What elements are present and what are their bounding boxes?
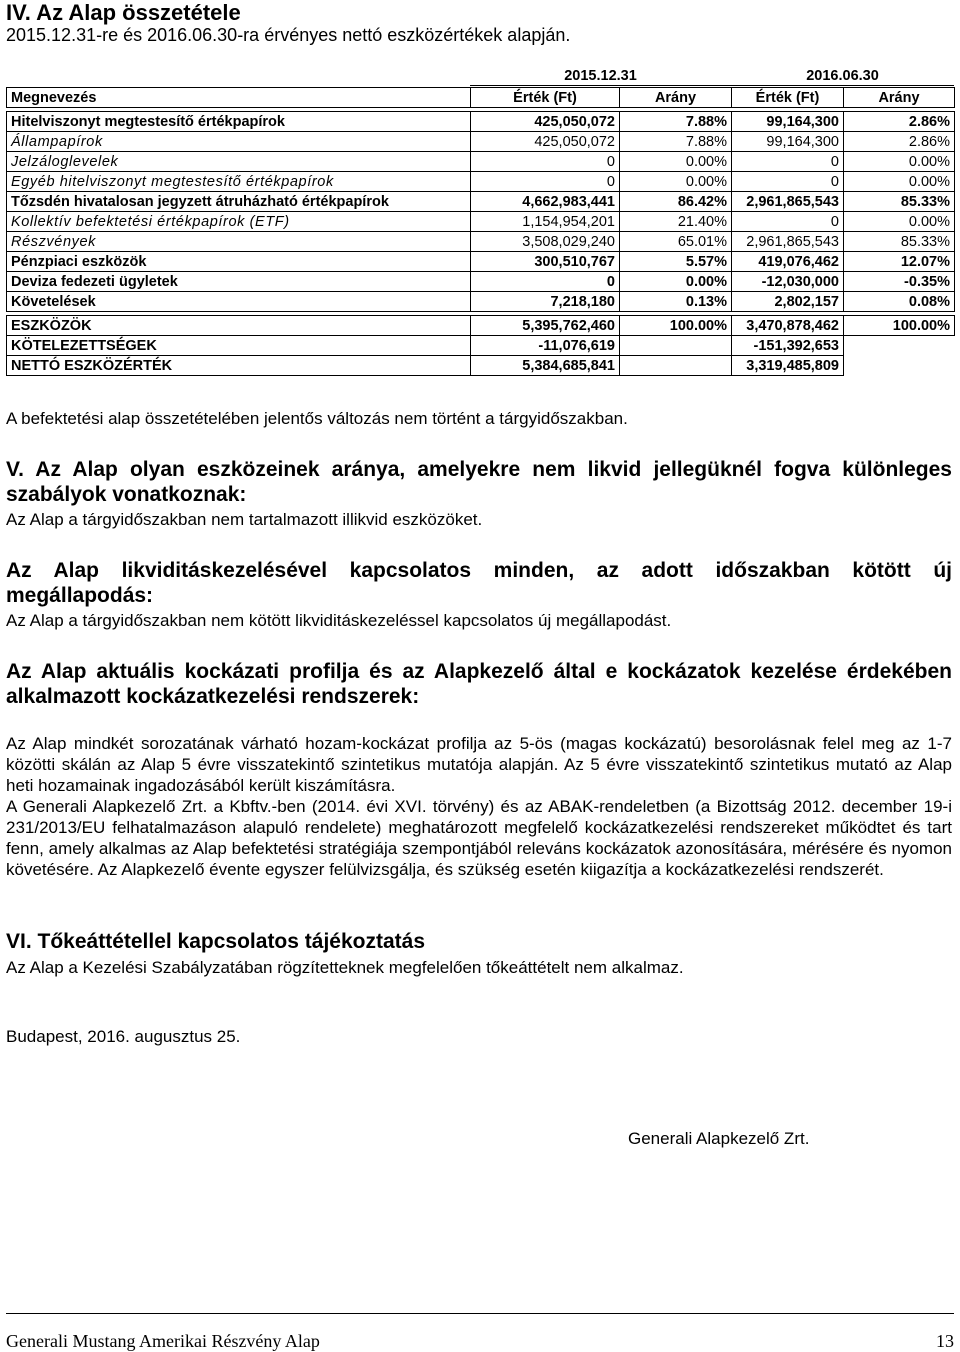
col-ratio2-header: Arány	[844, 88, 955, 108]
risk-paragraph-2: A Generali Alapkezelő Zrt. a Kbftv.-ben (2014. évi XVI. törvény) és az ABAK-rendeletben (a Bizottság 2012. december 19-i 231/2013/EU felhatalmazáson alapuló rendelete) meghatározott megfelelő kockázatkezelési rendszereket működtet és tart fenn, amely alkalmas az Alap befektetési stratégiája szempontjából releváns kockázatok azonosítására, mérésére és nyomon követésére. Az Alapkezelő évente egyszer felülvizsgálja, és szükség esetén kiigazítja a kockázatkezelési rendszerét.	[6, 797, 952, 879]
table-row: Hitelviszonyt megtestesítő értékpapírok 425,050,072 7.88% 99,164,300 2.86%	[7, 112, 955, 132]
liquidity-text: Az Alap a tárgyidőszakban nem kötött likviditáskezeléssel kapcsolatos új megállapodást.	[6, 611, 672, 630]
section-5-text: Az Alap a tárgyidőszakban nem tartalmazott illikvid eszközöket.	[6, 510, 483, 529]
table-row: Kollektív befektetési értékpapírok (ETF) 1,154,954,201 21.40% 0 0.00%	[7, 212, 955, 232]
col-value2-header: Érték (Ft)	[732, 88, 844, 108]
table-row-total-assets: ESZKÖZÖK 5,395,762,460 100.00% 3,470,878,462 100.00%	[7, 316, 955, 336]
section-6-text: Az Alap a Kezelési Szabályzatában rögzítetteknek megfelelően tőkeáttételt nem alkalmaz.	[6, 958, 684, 977]
composition-table	[6, 66, 954, 86]
table-row: Deviza fedezeti ügyletek 0 0.00% -12,030,000 -0.35%	[7, 272, 955, 292]
liquidity-title: Az Alap likviditáskezelésével kapcsolatos minden, az adott időszakban kötött új megállapodás:	[6, 559, 952, 607]
table-period-row	[6, 66, 954, 86]
section-4-title: IV. Az Alap összetétele	[6, 0, 241, 25]
place-date: Budapest, 2016. augusztus 25.	[6, 1027, 241, 1046]
section-4-subtitle: 2015.12.31-re és 2016.06.30-ra érvényes nettó eszközértékek alapján.	[6, 25, 571, 45]
col-value1-header: Érték (Ft)	[471, 88, 620, 108]
composition-note: A befektetési alap összetételében jelentős változás nem történt a tárgyidőszakban.	[6, 409, 628, 428]
risk-paragraph-1: Az Alap mindkét sorozatának várható hozam-kockázat profilja az 5-ös (magas kockázatú) besorolásnak felel meg az 1-7 közötti skálán az Alap 5 évre visszatekintő szintetikus mutatója alapján. Az 5 évre visszatekintő szintetikus mutató az Alap heti hozamainak ingadozásából került kiszámításra.	[6, 734, 952, 795]
table-row: Tőzsdén hivatalosan jegyzett átruházható értékpapírok 4,662,983,441 86.42% 2,961,865,543 85.33%	[7, 192, 955, 212]
section-5-title: V. Az Alap olyan eszközeinek aránya, amelyekre nem likvid jellegüknél fogva különleges szabályok vonatkoznak:	[6, 458, 952, 506]
footer-divider	[6, 1313, 954, 1314]
table-header-row	[7, 88, 955, 108]
period-2-header: 2016.06.30	[731, 66, 954, 86]
section-6-title: VI. Tőkeáttétellel kapcsolatos tájékoztatás	[6, 930, 425, 953]
table-row-net-assets: NETTÓ ESZKÖZÉRTÉK 5,384,685,841 3,319,485,809	[7, 356, 955, 376]
table-row-liabilities: KÖTELEZETTSÉGEK -11,076,619 -151,392,653	[7, 336, 955, 356]
table-row: Egyéb hitelviszonyt megtestesítő értékpapírok 0 0.00% 0 0.00%	[7, 172, 955, 192]
table-row: Állampapírok 425,050,072 7.88% 99,164,300 2.86%	[7, 132, 955, 152]
period-1-header: 2015.12.31	[470, 66, 731, 86]
table-row: Részvények 3,508,029,240 65.01% 2,961,865,543 85.33%	[7, 232, 955, 252]
page-number: 13	[936, 1331, 954, 1351]
footer	[6, 1330, 954, 1352]
col-name-header: Megnevezés	[7, 88, 471, 108]
table-row: Pénzpiaci eszközök 300,510,767 5.57% 419,076,462 12.07%	[7, 252, 955, 272]
footer-fund-name: Generali Mustang Amerikai Részvény Alap	[6, 1331, 320, 1351]
col-ratio1-header: Arány	[620, 88, 732, 108]
composition-table-body	[6, 87, 955, 376]
signature: Generali Alapkezelő Zrt.	[628, 1129, 810, 1148]
risk-title: Az Alap aktuális kockázati profilja és az Alapkezelő által e kockázatok kezelése érdekében alkalmazott kockázatkezelési rendszerek:	[6, 660, 952, 708]
table-row: Követelések 7,218,180 0.13% 2,802,157 0.08%	[7, 292, 955, 312]
table-row: Jelzáloglevelek 0 0.00% 0 0.00%	[7, 152, 955, 172]
